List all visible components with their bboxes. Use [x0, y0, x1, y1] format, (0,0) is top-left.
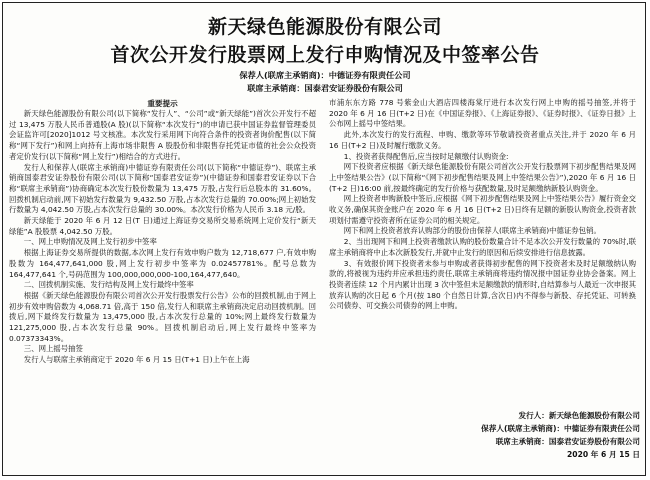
- section-heading-three: 三、网上摇号抽签: [23, 344, 83, 354]
- page-title-company: 新天绿色能源股份有限公司: [207, 16, 442, 38]
- paragraph: 网下投资者应根据《新天绿色能源股份有限公司首次公开发行股票网下初步配售结果及网上中签结果公告》(以下简称“《网下初步配售结果及网上中签结果公告》”),2020 年 6 月 16 日(T+2 日)16:00 前,按最终确定的发行价格与获配数量,及时足额缴纳新股认购资金。: [329, 162, 636, 193]
- sponsor-line: 保荐人(联席主承销商)：中德证券有限责任公司: [239, 70, 411, 80]
- signature-issuer: 发行人：新天绿色能源股份有限公司: [518, 411, 640, 420]
- paragraph: 市浦东东方路 778 号紫金山大酒店四楼海棠厅进行本次发行网上申购的摇号抽签,并将于 2020 年 6 月 16 日(T+2 日)在《中国证券报》、《上海证券报》、《证券时报》、《证券日报》上公布网上摇号中签结果。: [329, 98, 636, 129]
- signature-date: 2020 年 6 月 15 日: [567, 450, 640, 459]
- section-heading-one: 一、网上申购情况及网上发行初步中签率: [23, 237, 157, 247]
- paragraph: 新天绿色能源股份有限公司(以下简称“发行人”、“公司”或“新天绿能”)首次公开发行不超过 13,475 万股人民币普通股(A 股)(以下简称“本次发行”)的申请已获中国证券监督管理委员会证监许可[2020]1012 号文核准。本次发行采用网下向符合条件的投资者询价配售(以下简称“网下发行”)和网上向持有上海市场非限售 A 股股份和非限售存托凭证市值的社会公众投资者定价发行(以下简称“网上发行”)相结合的方式进行。: [9, 109, 316, 161]
- paragraph: 1、投资者获得配售后,应当按时足额缴付认购资金:: [343, 151, 509, 161]
- co-underwriter-line: 联席主承销商：国泰君安证券股份有限公司: [247, 83, 403, 93]
- paragraph: 网下和网上投资者放弃认购部分的股份由保荐人(联席主承销商)中德证券包销。: [343, 226, 601, 236]
- paragraph: 根据《新天绿色能源股份有限公司首次公开发行股票发行公告》公布的回拨机制,由于网上初步有效申购倍数为 4,068.71 倍,高于 150 倍,发行人和联席主承销商决定启动回拨机制。回拨后,网下最终发行数量为 13,475,000 股,占本次发行总量的 10%;网上最终发行数量为 121,275,000 股,占本次发行总量 90%。回拨机制启动后,网上发行最终中签率为 0.07373343%。: [9, 290, 316, 343]
- paragraph: 发行人与联席主承销商定于 2020 年 6 月 15 日(T+1 日)上午在上海: [23, 355, 250, 365]
- paragraph: 此外,本次发行的发行流程、申购、缴款等环节敬请投资者重点关注,并于 2020 年 6 月 16 日(T+2 日)及时履行缴款义务。: [329, 130, 636, 150]
- paragraph: 2、当出现网下和网上投资者缴款认购的股份数量合计不足本次公开发行数量的 70%时,联席主承销商将中止本次新股发行,并就中止发行的原因和后续安排进行信息披露。: [329, 237, 636, 257]
- paragraph: 3、有效报价网下投资者未参与申购或者获得初步配售的网下投资者未及时足额缴纳认购款的,将被视为违约并应承担违约责任,联席主承销商将违约情况报中国证券业协会备案。网上投资者连续 12 个月内累计出现 3 次中签但未足额缴款的情形时,自结算参与人最近一次申报其放弃认购的次日起 6 个月(按 180 个自然日计算,含次日)内不得参与新股、存托凭证、可转换公司债券、可交换公司债券的网上申购。: [329, 258, 636, 311]
- section-heading-two: 二、回拨机制实施、发行结构及网上发行最终中签率: [23, 280, 194, 290]
- left-column: [9, 98, 316, 470]
- right-column: [329, 98, 636, 398]
- signature-sponsor: 保荐人(联席主承销商)：中德证券有限责任公司: [481, 424, 640, 433]
- paragraph: 根据上海证券交易所提供的数据,本次网上发行有效申购户数为 12,718,677 户,有效申购股数为 164,477,641,000 股,网上发行初步中签率为 0.02457781%。配号总数为 164,477,641 个,号码范围为 100,000,000,000-100,164,477,640。: [9, 248, 316, 279]
- paragraph: 新天绿能于 2020 年 6 月 12 日(T 日)通过上海证券交易所交易系统网上定价发行“新天绿能”A 股股票 4,042.50 万股。: [9, 216, 316, 236]
- paragraph: 网上投资者申购新股中签后,应根据《网下初步配售结果及网上中签结果公告》履行资金交收义务,确保其资金账户在 2020 年 6 月 16 日(T+2 日)日终有足额的新股认购资金,投资者款项划付需遵守投资者所在证券公司的相关规定。: [329, 194, 636, 225]
- paragraph: 发行人和保荐人(联席主承销商)中德证券有限责任公司(以下简称“中德证券”)、联席主承销商国泰君安证券股份有限公司(以下简称“国泰君安证券”)(中德证券和国泰君安证券以下合称“联席主承销商”)协商确定本次发行股份数量为 13,475 万股,占发行后总股本的 31.60%。回拨机制启动前,网下初始发行数量为 9,432.50 万股,占本次发行总量的 70.00%;网上初始发行数量为 4,042.50 万股,占本次发行总量的 30.00%。本次发行价格为人民币 3.18 元/股。: [9, 162, 316, 215]
- signature-co-underwriter: 联席主承销商：国泰君安证券股份有限公司: [495, 437, 640, 446]
- page-title-announcement: 首次公开发行股票网上发行申购情况及中签率公告: [110, 44, 540, 66]
- important-notice-heading: 重要提示: [147, 99, 178, 108]
